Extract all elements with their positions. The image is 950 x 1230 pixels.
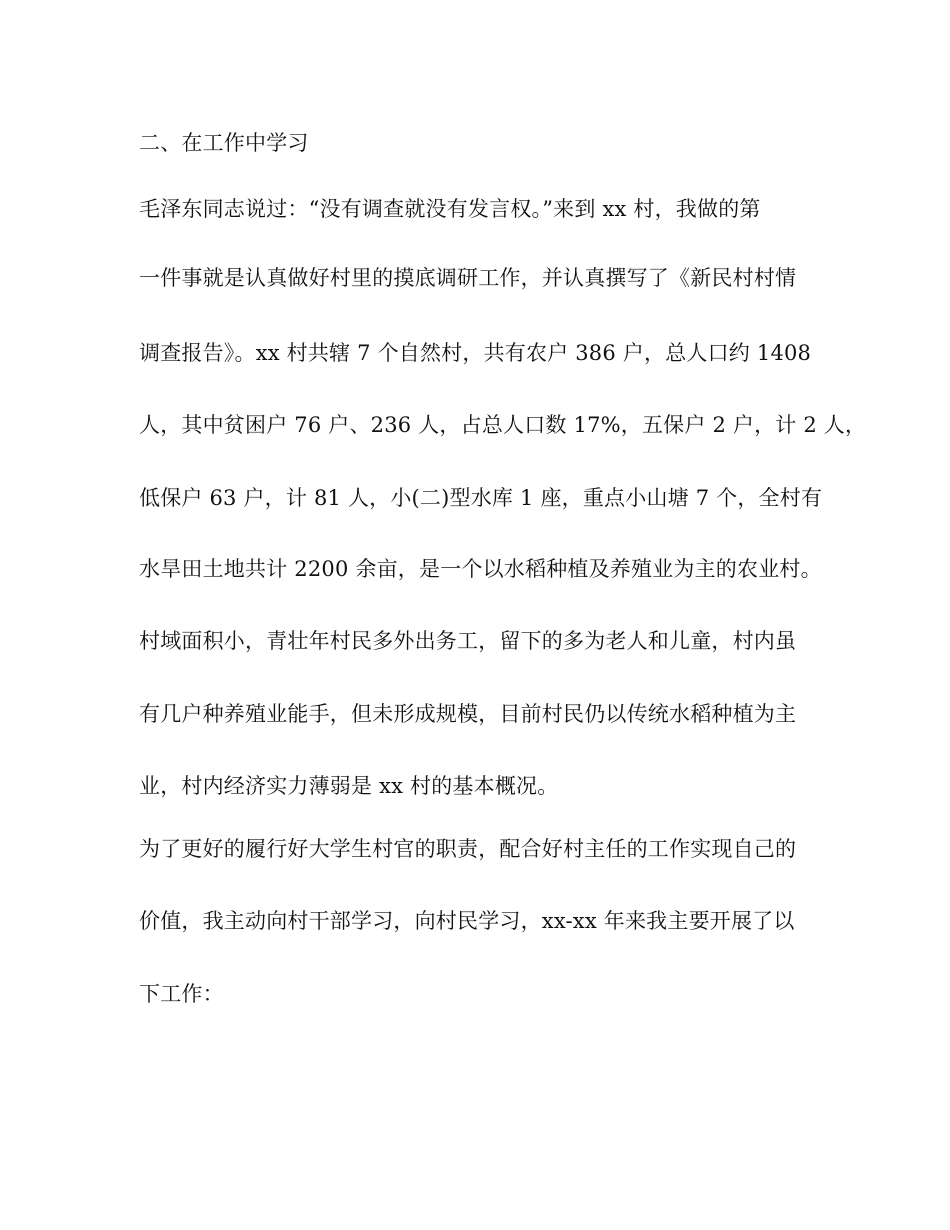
paragraph-2-line-1: 为了更好的履行好大学生村官的职责，配合好村主任的工作实现自己的 <box>139 837 797 861</box>
paragraph-1-line-4: 人，其中贫困户 76 户、236 人，占总人口数 17%，五保户 2 户，计 2 人， <box>139 413 867 437</box>
paragraph-1-line-7: 村域面积小，青壮年村民多外出务工，留下的多为老人和儿童，村内虽 <box>139 629 797 653</box>
paragraph-1-line-6: 水旱田土地共计 2200 余亩，是一个以水稻种植及养殖业为主的农业村。 <box>139 557 822 581</box>
paragraph-2-line-2: 价值，我主动向村干部学习，向村民学习，xx-xx 年来我主要开展了以 <box>139 909 795 933</box>
paragraph-1-line-3: 调查报告》。xx 村共辖 7 个自然村，共有农户 386 户，总人口约 1408 <box>139 341 812 365</box>
paragraph-1-line-9: 业，村内经济实力薄弱是 xx 村的基本概况。 <box>139 774 559 798</box>
section-heading: 二、在工作中学习 <box>139 131 309 155</box>
paragraph-1-line-2: 一件事就是认真做好村里的摸底调研工作，并认真撰写了《新民村村情 <box>139 266 797 290</box>
paragraph-2-line-3: 下工作： <box>139 982 224 1006</box>
paragraph-1-line-5: 低保户 63 户，计 81 人，小(二)型水库 1 座，重点小山塘 7 个，全村有 <box>139 486 823 510</box>
paragraph-1-line-1: 毛泽东同志说过：“没有调查就没有发言权。”来到 xx 村，我做的第 <box>139 197 761 221</box>
paragraph-1-line-8: 有几户种养殖业能手，但未形成规模，目前村民仍以传统水稻种植为主 <box>139 702 797 726</box>
